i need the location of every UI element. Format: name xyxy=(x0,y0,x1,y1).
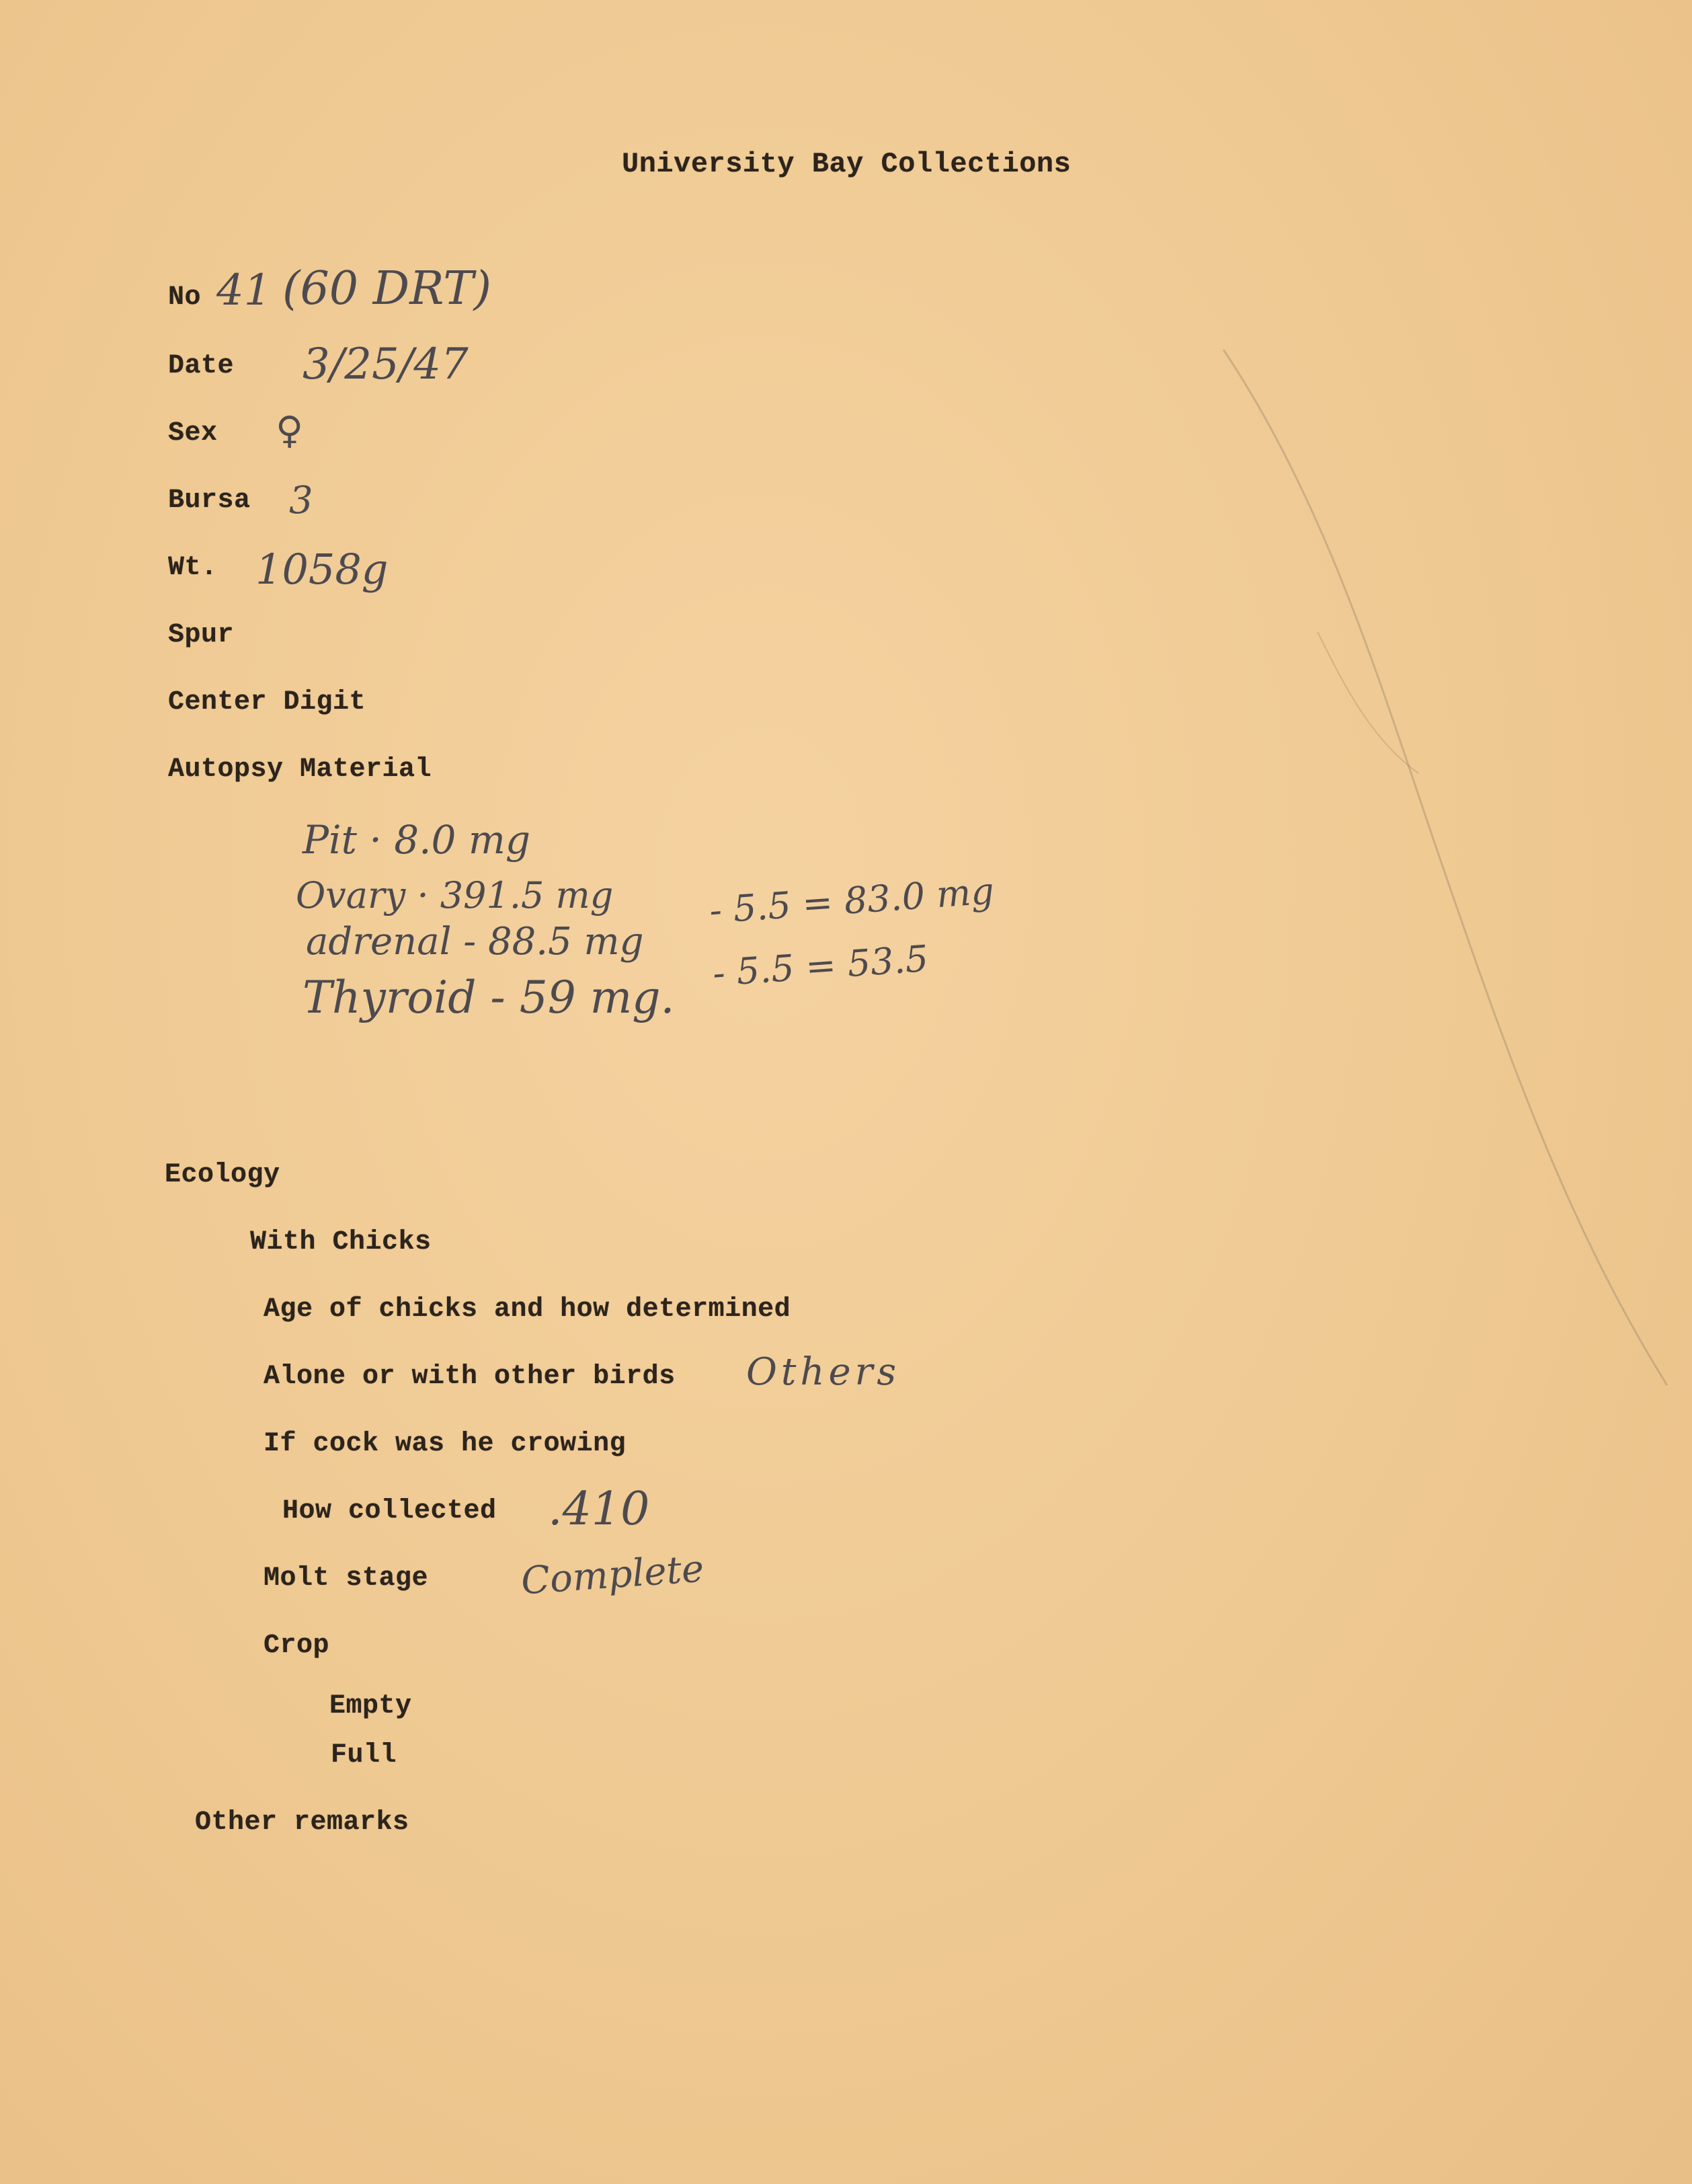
spur-label: Spur xyxy=(168,620,235,650)
alone-or-with-birds-value: Others xyxy=(746,1350,901,1394)
ecology-label: Ecology xyxy=(165,1160,280,1190)
date-value: 3/25/47 xyxy=(303,340,469,389)
cock-crowing-label: If cock was he crowing xyxy=(264,1429,627,1459)
autopsy-adrenal: adrenal - 88.5 mg xyxy=(306,920,644,964)
bursa-value: 3 xyxy=(289,479,313,522)
no-label: No xyxy=(168,282,202,313)
alone-or-with-birds-label: Alone or with other birds xyxy=(264,1362,676,1392)
page-title: University Bay Collections xyxy=(622,148,1072,180)
autopsy-pit: Pit · 8.0 mg xyxy=(303,817,530,863)
autopsy-thyroid-calc: - 5.5 = 53.5 xyxy=(711,937,930,995)
date-label: Date xyxy=(168,351,235,381)
how-collected-label: How collected xyxy=(282,1496,497,1526)
crop-empty-label: Empty xyxy=(329,1691,412,1721)
no-note: (60 DRT) xyxy=(282,262,492,315)
autopsy-adrenal-calc: - 5.5 = 83.0 mg xyxy=(708,869,996,932)
sex-label: Sex xyxy=(168,418,218,448)
crop-label: Crop xyxy=(264,1631,330,1661)
wt-value: 1058g xyxy=(255,545,389,594)
bursa-label: Bursa xyxy=(168,485,251,516)
other-remarks-label: Other remarks xyxy=(195,1807,409,1838)
molt-stage-value: Complete xyxy=(520,1547,706,1604)
autopsy-material-label: Autopsy Material xyxy=(168,754,432,785)
with-chicks-label: With Chicks xyxy=(250,1227,432,1257)
autopsy-thyroid: Thyroid - 59 mg. xyxy=(303,972,675,1023)
sex-value: ♀ xyxy=(276,409,303,453)
wt-label: Wt. xyxy=(168,553,218,583)
autopsy-ovary: Ovary · 391.5 mg xyxy=(296,874,614,916)
molt-stage-label: Molt stage xyxy=(264,1563,429,1594)
crop-full-label: Full xyxy=(331,1740,397,1770)
how-collected-value: .410 xyxy=(548,1483,650,1536)
age-of-chicks-label: Age of chicks and how determined xyxy=(264,1294,791,1325)
no-value: 41 xyxy=(216,266,272,315)
center-digit-label: Center Digit xyxy=(168,687,366,717)
